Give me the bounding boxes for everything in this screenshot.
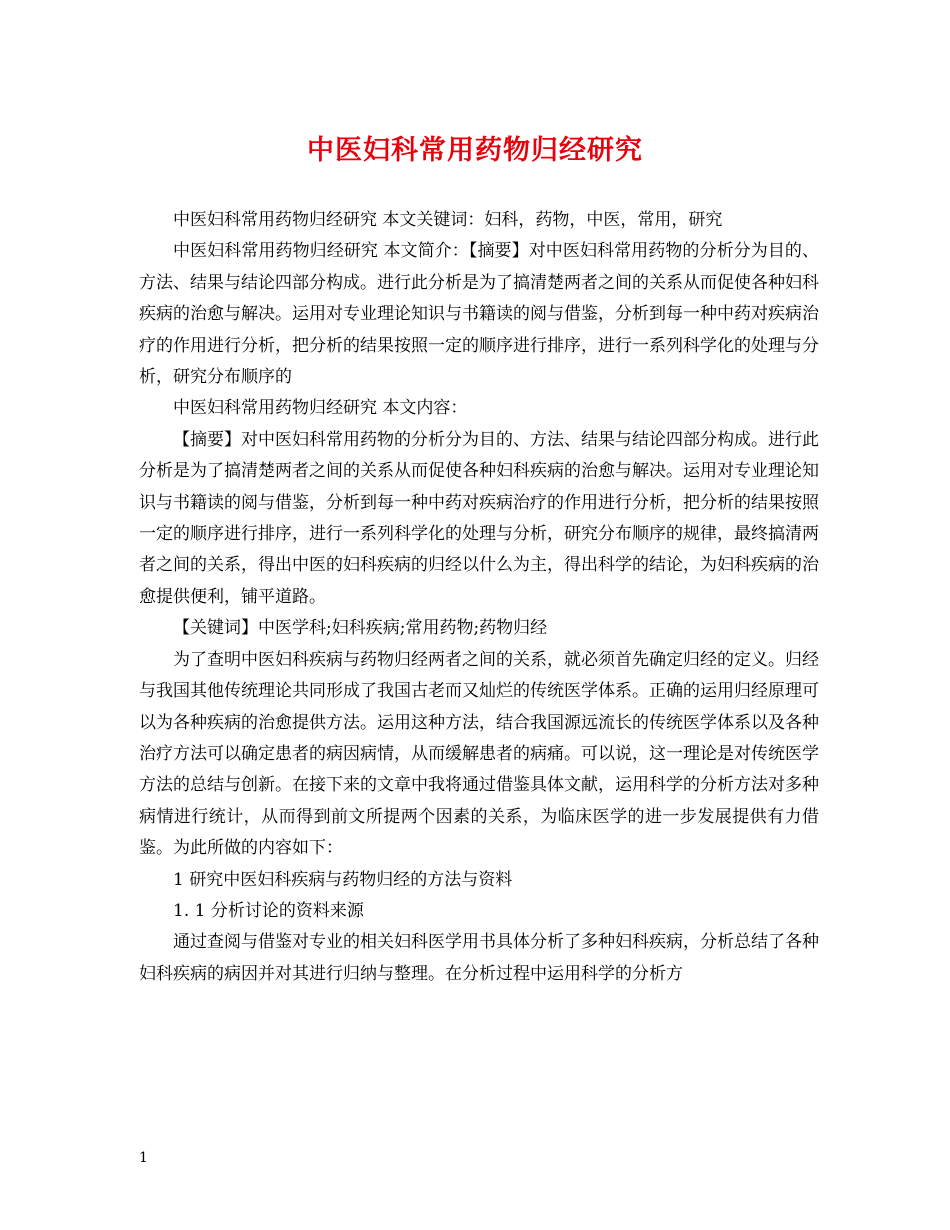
intro-paragraph: 为了查明中医妇科疾病与药物归经两者之间的关系，就必须首先确定归经的定义。归经与我国其他传统理论共同形成了我国古老而又灿烂的传统医学体系。正确的运用归经原理可以为各种疾病的治愈提供方法。运用这种方法，结合我国源远流长的传统医学体系以及各种治疗方法可以确定患者的病因病情，从而缓解患者的病痛。可以说，这一理论是对传统医学方法的总结与创新。在接下来的文章中我将通过借鉴具体文献，运用科学的分析方法对多种病情进行统计，从而得到前文所提两个因素的关系，为临床医学的进一步发展提供有力借鉴。为此所做的内容如下： — [139, 649, 819, 859]
content-heading: 中医妇科常用药物归经研究 本文内容： — [173, 398, 468, 419]
page-number: 1 — [139, 1150, 148, 1166]
keywords-line: 中医妇科常用药物归经研究 本文关键词：妇科，药物，中医，常用，研究 — [173, 210, 723, 230]
abstract-paragraph: 【摘要】对中医妇科常用药物的分析分为目的、方法、结果与结论四部分构成。进行此分析是为了搞清楚两者之间的关系从而促使各种妇科疾病的治愈与解决。运用对专业理论知识与书籍读的阅与借鉴，分析到每一种中药对疾病治疗的作用进行分析，把分析的结果按照一定的顺序进行排序，进行一系列科学化的处理与分析，研究分布顺序的规律，最终搞清两者之间的关系，得出中医的妇科疾病的归经以什么为主，得出科学的结论，为妇科疾病的治愈提供便利，铺平道路。 — [139, 429, 819, 607]
document-title: 中医妇科常用药物归经研究 — [307, 135, 643, 166]
section-heading-1: 1 研究中医妇科疾病与药物归经的方法与资料 — [173, 869, 513, 890]
document-body — [139, 205, 819, 990]
summary-paragraph: 中医妇科常用药物归经研究 本文简介：【摘要】对中医妇科常用药物的分析分为目的、方法、结果与结论四部分构成。进行此分析是为了搞清楚两者之间的关系从而促使各种妇科疾病的治愈与解决。运用对专业理论知识与书籍读的阅与借鉴，分析到每一种中药对疾病治疗的作用进行分析，把分析的结果按照一定的顺序进行排序，进行一系列科学化的处理与分析，研究分布顺序的 — [139, 241, 819, 388]
keywords-paragraph: 【关键词】中医学科;妇科疾病;常用药物;药物归经 — [173, 618, 548, 639]
method-paragraph: 通过查阅与借鉴对专业的相关妇科医学用书具体分析了多种妇科疾病，分析总结了各种妇科疾病的病因并对其进行归纳与整理。在分析过程中运用科学的分析方 — [139, 932, 819, 984]
subsection-heading-1-1: 1. 1 分析讨论的资料来源 — [173, 900, 364, 921]
